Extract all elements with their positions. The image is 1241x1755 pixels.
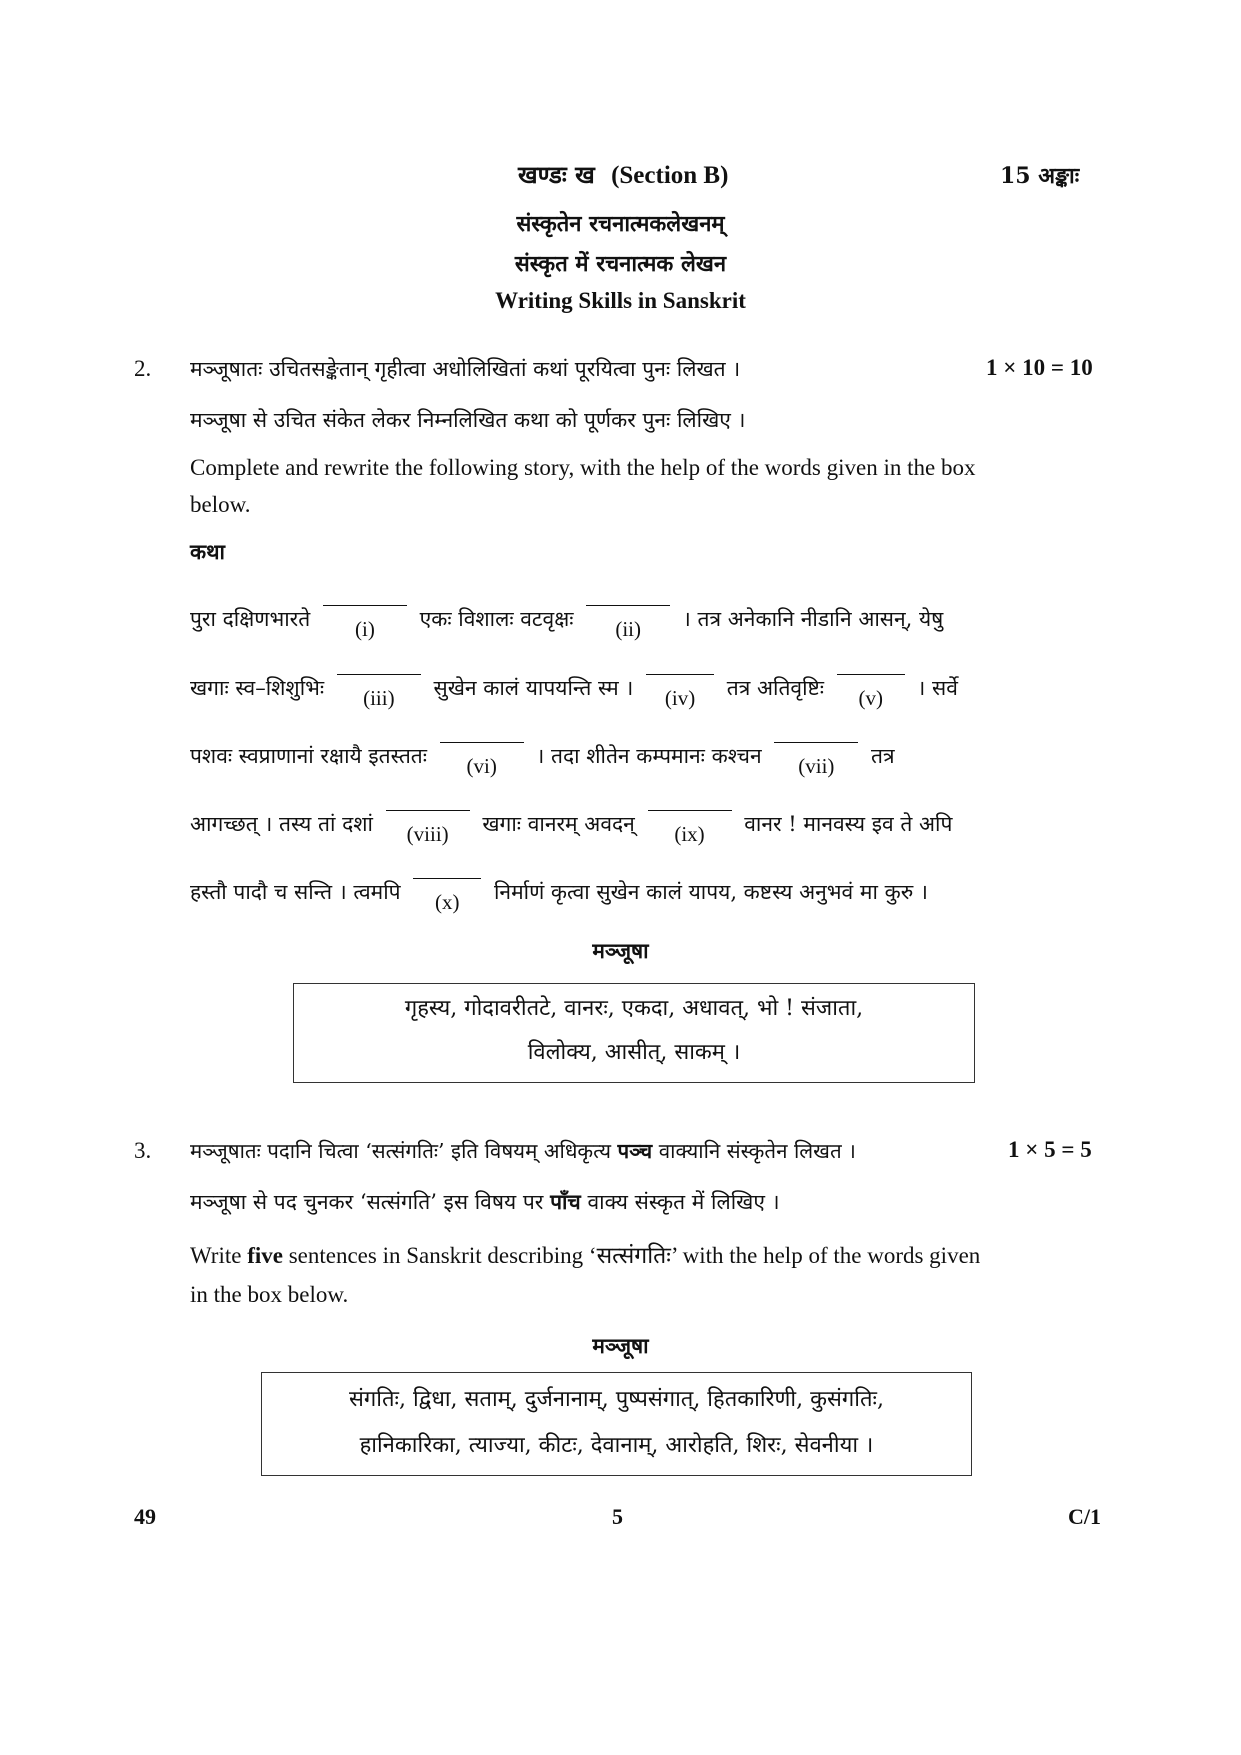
blank-iii: (iii) <box>331 674 427 702</box>
q3-word-box <box>261 1372 972 1476</box>
story-line-1: पुरा दक्षिणभारते (i) एकः विशालः वटवृक्षः (ii) । तत्र अनेकानि नीडानि आसन्, येषु <box>190 607 944 641</box>
q2-instruction-english-line1: Complete and rewrite the following story, with the help of the words given in the box <box>190 455 976 480</box>
story-line-4: आगच्छत् । तस्य तां दशां (viii) खगाः वानरम् अवदन् (ix) वानर ! मानवस्य इव ते अपि <box>190 812 953 846</box>
q3-marks: 1 × 5 = 5 <box>1008 1137 1092 1162</box>
blank-viii: (viii) <box>380 810 476 838</box>
q2-word-box <box>293 983 975 1083</box>
question-number-2: 2. <box>134 356 152 381</box>
q2-box-line-1: गृहस्य, गोदावरीतटे, वानरः, एकदा, अधावत्, भो ! संजाता, <box>404 996 864 1021</box>
story-line-5: हस्तौ पादौ च सन्ति । त्वमपि (x) निर्माणं कृत्वा सुखेन कालं यापय, कष्टस्य अनुभवं मा कुरु । <box>190 880 928 914</box>
q2-box-line-2: विलोक्य, आसीत्, साकम् । <box>527 1040 741 1065</box>
q2-marks: 1 × 10 = 10 <box>986 355 1093 380</box>
story-label: कथा <box>190 539 225 564</box>
q3-box-title: मञ्जूषा <box>592 1333 649 1358</box>
footer-set: C/1 <box>1068 1504 1101 1529</box>
section-marks: 15 अङ्काः <box>1000 163 1080 189</box>
subheading-english: Writing Skills in Sanskrit <box>495 288 746 313</box>
section-heading <box>0 158 1241 194</box>
q2-instruction-sanskrit: मञ्जूषातः उचितसङ्केतान् गृहीत्वा अधोलिखितां कथां पूरयित्वा पुनः लिखत । <box>190 357 741 381</box>
q2-instruction-english-line2: below. <box>190 492 251 517</box>
blank-vi: (vi) <box>434 742 530 770</box>
blank-v: (v) <box>831 674 911 702</box>
q3-box-line-1: संगतिः, द्विधा, सताम्, दुर्जनानाम्, पुष्पसंगात्, हितकारिणी, कुसंगतिः, <box>349 1387 884 1412</box>
footer-code: 49 <box>134 1504 156 1529</box>
blank-ix: (ix) <box>642 810 738 838</box>
blank-ii: (ii) <box>580 605 676 633</box>
q2-instruction-hindi: मञ्जूषा से उचित संकेत लेकर निम्नलिखित कथा को पूर्णकर पुनः लिखिए । <box>190 408 746 432</box>
question-number-3: 3. <box>134 1138 152 1163</box>
q2-box-title: मञ्जूषा <box>592 938 649 963</box>
q3-box-line-2: हानिकारिका, त्याज्या, कीटः, देवानाम्, आरोहति, शिरः, सेवनीया । <box>359 1433 874 1458</box>
blank-iv: (iv) <box>640 674 720 702</box>
blank-vii: (vii) <box>768 742 864 770</box>
page-number: 5 <box>612 1504 623 1529</box>
blank-i: (i) <box>317 605 413 633</box>
section-title-english: (Section B) <box>611 162 729 189</box>
blank-x: (x) <box>407 878 487 906</box>
q3-instruction-sanskrit: मञ्जूषातः पदानि चित्वा ‘सत्संगतिः’ इति विषयम् अधिकृत्य पञ्च वाक्यानि संस्कृतेन लिखत । <box>190 1139 856 1163</box>
q3-instruction-hindi: मञ्जूषा से पद चुनकर ‘सत्संगति’ इस विषय पर पाँच वाक्य संस्कृत में लिखिए । <box>190 1189 780 1214</box>
q3-instruction-english-line2: in the box below. <box>190 1282 349 1307</box>
q3-instruction-english-line1: Write five sentences in Sanskrit describing ‘सत्संगतिः’ with the help of the words given <box>190 1243 981 1268</box>
story-line-3: पशवः स्वप्राणानां रक्षायै इतस्ततः (vi) । तदा शीतेन कम्पमानः कश्चन (vii) तत्र <box>190 744 895 778</box>
story-line-2: खगाः स्व–शिशुभिः (iii) सुखेन कालं यापयन्ति स्म । (iv) तत्र अतिवृष्टिः (v) । सर्वे <box>190 676 958 710</box>
subheading-sanskrit: संस्कृतेन रचनात्मकलेखनम् <box>516 211 725 237</box>
section-title-hindi: खण्डः ख <box>518 160 595 189</box>
subheading-hindi: संस्कृत में रचनात्मक लेखन <box>514 251 727 277</box>
